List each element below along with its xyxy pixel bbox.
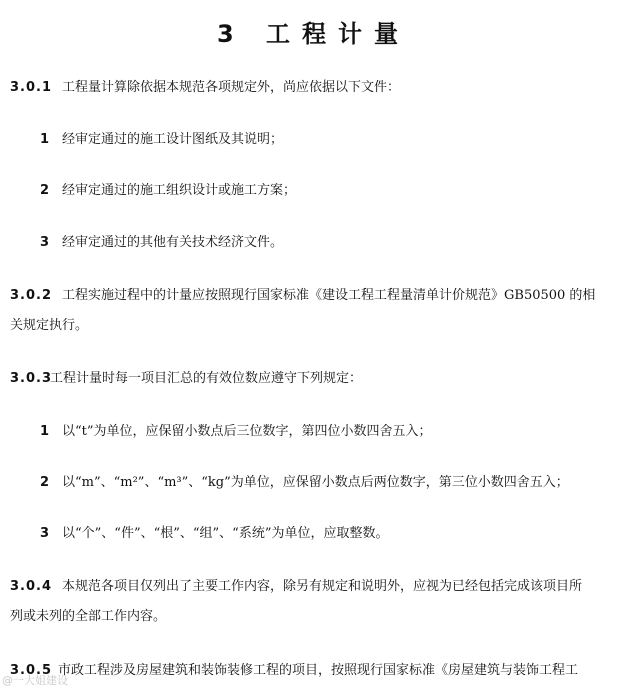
item-number: 1 <box>40 132 50 147</box>
clause-continuation: 列或未列的全部工作内容。 <box>10 609 167 624</box>
chapter-title: 3 工程计量 <box>216 20 411 48</box>
watermark: @一大姐建设 <box>2 674 68 687</box>
item-text: 以“m”、“m²”、“m³”、“kg”为单位，应保留小数点后两位数字，第三位小数四舍五入； <box>62 475 569 490</box>
item-number: 1 <box>40 424 50 439</box>
clause-number: 3.0.3 <box>10 371 53 386</box>
item-text: 经审定通过的施工组织设计或施工方案； <box>62 183 297 198</box>
item-number: 2 <box>40 475 50 490</box>
clause-text: 市政工程涉及房屋建筑和装饰装修工程的项目，按照现行国家标准《房屋建筑与装饰工程工 <box>58 663 579 678</box>
clause-number: 3.0.1 <box>10 80 53 95</box>
clause-continuation: 关规定执行。 <box>10 318 89 333</box>
item-text: 经审定通过的其他有关技术经济文件。 <box>62 235 284 250</box>
clause-text: 工程实施过程中的计量应按照现行国家标准《建设工程工程量清单计价规范》GB50500 的相 <box>62 288 596 303</box>
clause-number: 3.0.2 <box>10 288 53 303</box>
clause-text: 本规范各项目仅列出了主要工作内容，除另有规定和说明外，应视为已经包括完成该项目所 <box>62 579 583 594</box>
clause-text: 工程计量时每一项目汇总的有效位数应遵守下列规定： <box>50 371 363 386</box>
clause-text: 工程量计算除依据本规范各项规定外，尚应依据以下文件： <box>62 80 401 95</box>
item-number: 3 <box>40 526 50 541</box>
clause-number: 3.0.5 <box>10 663 53 678</box>
item-number: 3 <box>40 235 50 250</box>
item-text: 以“t”为单位，应保留小数点后三位数字，第四位小数四舍五入； <box>62 424 432 439</box>
clause-number: 3.0.4 <box>10 579 53 594</box>
item-text: 经审定通过的施工设计图纸及其说明； <box>62 132 284 147</box>
item-number: 2 <box>40 183 50 198</box>
item-text: 以“个”、“件”、“根”、“组”、“系统”为单位，应取整数。 <box>62 526 389 541</box>
